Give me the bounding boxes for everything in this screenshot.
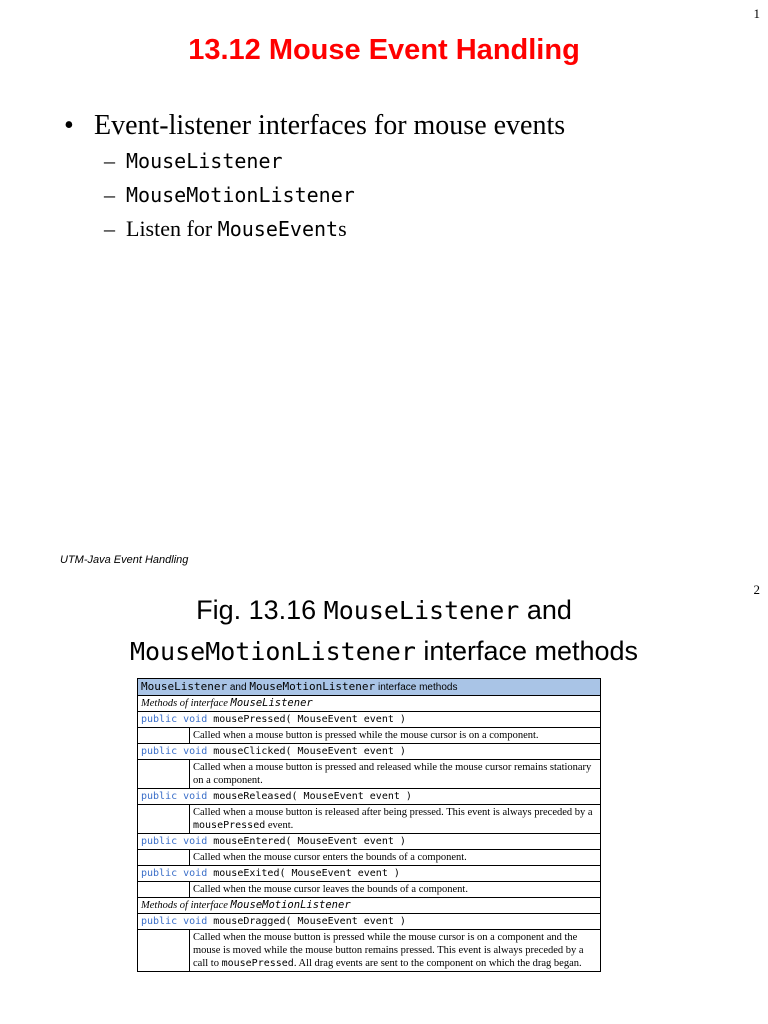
sub-item-mouse-listener <box>104 144 565 178</box>
signature: mouseClicked( MouseEvent event ) <box>213 746 406 757</box>
sub-item-listen-for <box>104 212 565 246</box>
header-and: and <box>227 682 250 693</box>
title-fig: Fig. 13.16 <box>196 595 324 625</box>
table-row <box>138 930 601 972</box>
slide-footer: UTM-Java Event Handling <box>60 554 189 566</box>
bullet-dot-icon: • <box>64 110 74 141</box>
desc-text: Called when the mouse button is pressed while the mouse cursor is on a component and the mouse is moved while the mouse button remains pressed. This event is always preceded by a call to <box>193 932 584 969</box>
slide-title <box>0 590 768 672</box>
page-number: 1 <box>753 6 760 21</box>
sub-item-text: MouseMotionListener <box>126 183 355 207</box>
method-signature <box>138 744 601 760</box>
section-code: MouseMotionListener <box>230 899 351 911</box>
table-header-cell <box>138 679 601 696</box>
signature: mouseDragged( MouseEvent event ) <box>213 916 406 927</box>
table-row <box>138 914 601 930</box>
method-description <box>190 930 601 972</box>
signature: mouseEntered( MouseEvent event ) <box>213 836 406 847</box>
section-row <box>138 898 601 914</box>
section-prefix: Methods of interface <box>141 900 231 911</box>
header-code: MouseMotionListener <box>249 680 376 693</box>
sub-item-mouse-motion-listener <box>104 178 565 212</box>
title-code-mouse-motion-listener: MouseMotionListener <box>129 637 416 666</box>
method-signature <box>138 789 601 805</box>
blank-cell <box>138 930 190 972</box>
blank-cell <box>138 850 190 866</box>
method-description: Called when a mouse button is pressed while the mouse cursor is on a component. <box>190 728 601 744</box>
keyword: public void <box>141 868 214 879</box>
signature: mouseExited( MouseEvent event ) <box>213 868 400 879</box>
sub-item-suffix: s <box>338 216 347 241</box>
page-number: 2 <box>753 582 760 597</box>
keyword: public void <box>141 746 214 757</box>
table-row <box>138 850 601 866</box>
table-row <box>138 760 601 789</box>
section-row <box>138 696 601 712</box>
blank-cell <box>138 760 190 789</box>
table-header-row <box>138 679 601 696</box>
table-row <box>138 728 601 744</box>
bullet-text: Event-listener interfaces for mouse events <box>94 110 566 141</box>
desc-text: . All drag events are sent to the component on which the drag began. <box>293 958 582 969</box>
bullet-list <box>64 108 565 246</box>
slide-2 <box>0 576 768 1024</box>
method-description: Called when a mouse button is pressed and released while the mouse cursor remains stationary on a component. <box>190 760 601 789</box>
signature: mousePressed( MouseEvent event ) <box>213 714 406 725</box>
blank-cell <box>138 805 190 834</box>
section-cell <box>138 696 601 712</box>
bullet-item <box>64 108 565 144</box>
methods-table <box>137 678 601 972</box>
dash-icon: – <box>104 148 115 173</box>
section-cell <box>138 898 601 914</box>
keyword: public void <box>141 916 214 927</box>
title-code-mouse-listener: MouseListener <box>323 596 520 625</box>
keyword: public void <box>141 791 214 802</box>
method-signature <box>138 866 601 882</box>
method-description: Called when the mouse cursor leaves the bounds of a component. <box>190 882 601 898</box>
dash-icon: – <box>104 216 115 241</box>
method-description <box>190 805 601 834</box>
header-rest: interface methods <box>375 682 458 693</box>
table-row <box>138 882 601 898</box>
signature: mouseReleased( MouseEvent event ) <box>213 791 412 802</box>
sub-item-text: MouseListener <box>126 149 283 173</box>
method-signature <box>138 914 601 930</box>
slide-title <box>0 34 768 67</box>
table-row <box>138 789 601 805</box>
method-description: Called when the mouse cursor enters the bounds of a component. <box>190 850 601 866</box>
blank-cell <box>138 882 190 898</box>
table-row <box>138 744 601 760</box>
sub-item-code: MouseEvent <box>217 217 339 241</box>
table-row <box>138 866 601 882</box>
section-code: MouseListener <box>230 697 313 709</box>
method-signature <box>138 834 601 850</box>
desc-code: mousePressed <box>193 820 266 831</box>
table-row <box>138 834 601 850</box>
keyword: public void <box>141 836 214 847</box>
title-rest: interface methods <box>415 636 639 666</box>
desc-text: event. <box>265 820 294 831</box>
slide-title-text: 13.12 Mouse Event Handling <box>188 34 580 66</box>
desc-code: mousePressed <box>221 958 294 969</box>
dash-icon: – <box>104 182 115 207</box>
table-row <box>138 805 601 834</box>
blank-cell <box>138 728 190 744</box>
table-row <box>138 712 601 728</box>
method-signature <box>138 712 601 728</box>
sub-item-prefix: Listen for <box>126 216 218 241</box>
section-prefix: Methods of interface <box>141 698 231 709</box>
header-code: MouseListener <box>141 680 228 693</box>
title-and: and <box>519 595 572 625</box>
keyword: public void <box>141 714 214 725</box>
desc-text: Called when a mouse button is released after being pressed. This event is always preceded by a <box>193 807 593 818</box>
